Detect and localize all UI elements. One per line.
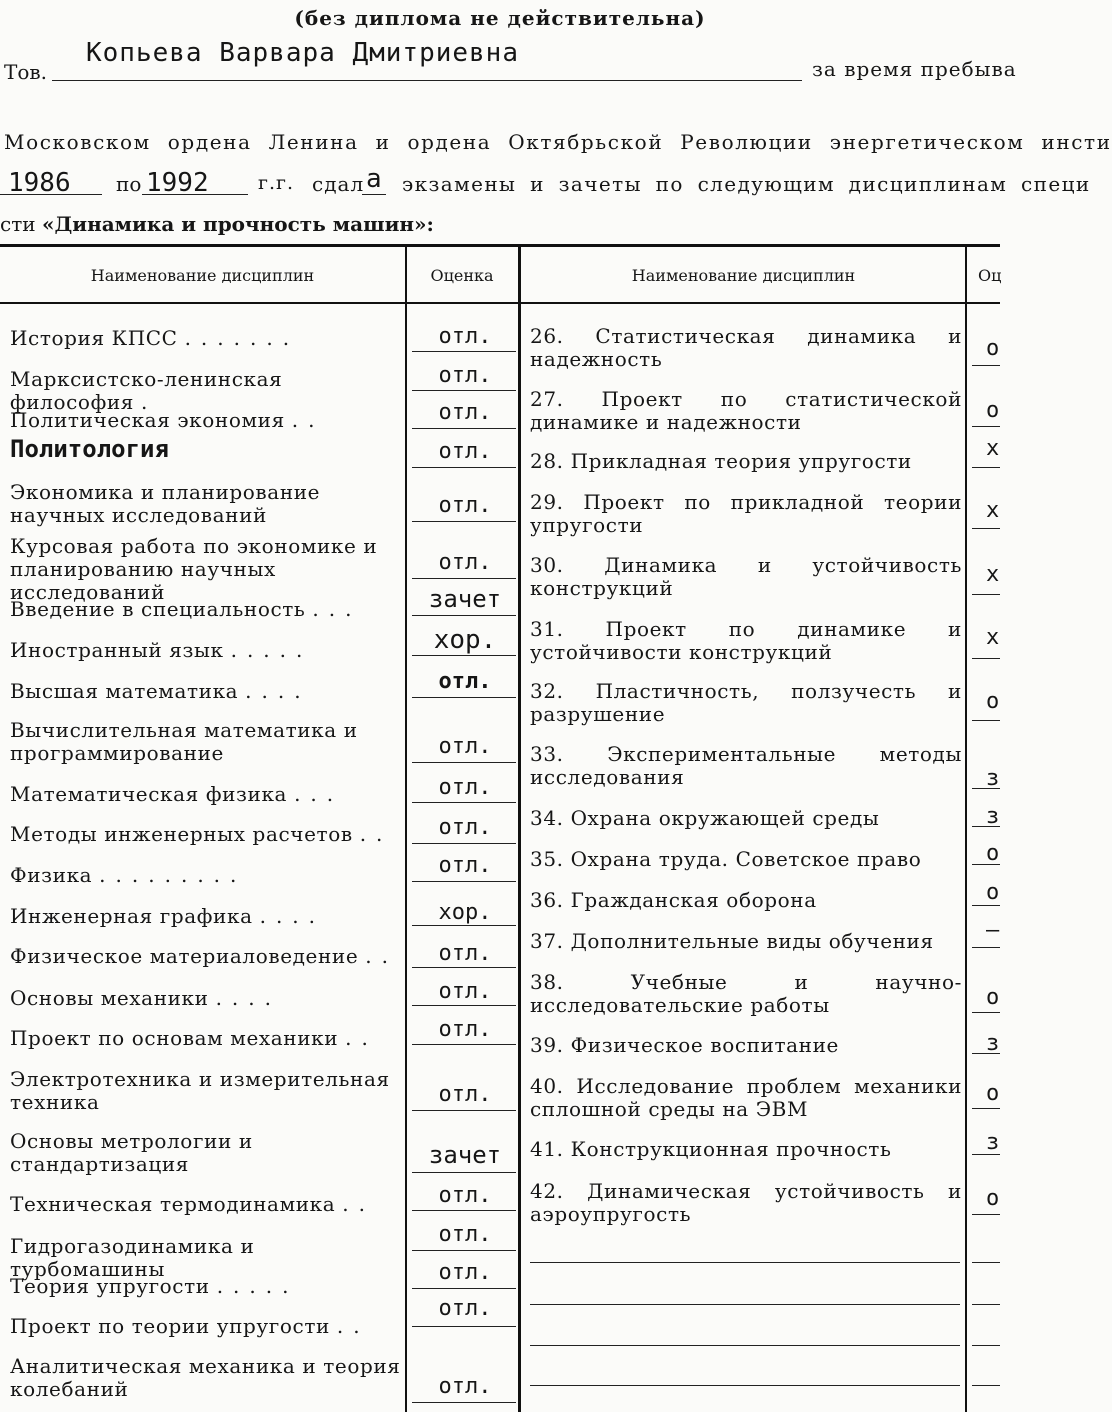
discipline-row: 41. Конструкционная прочность bbox=[530, 1137, 892, 1161]
exams-text: экзамены и зачеты по следующим дисциплинам специ bbox=[402, 172, 1091, 196]
grade-cell: х bbox=[986, 562, 1000, 587]
sdal-handwritten: а bbox=[366, 164, 382, 194]
grade-underline bbox=[412, 762, 516, 763]
grade-underline bbox=[972, 720, 1000, 721]
discipline-row: История КПСС ....... bbox=[10, 326, 300, 350]
grade-cell: отл. bbox=[438, 1222, 492, 1247]
grade-cell: — bbox=[986, 918, 1000, 943]
grade-cell: отл. bbox=[438, 1374, 492, 1399]
grade-cell: отл. bbox=[438, 363, 492, 388]
blank-row-line bbox=[530, 1262, 960, 1263]
po-label: по bbox=[116, 172, 142, 196]
discipline-row: 37. Дополнительные виды обучения bbox=[530, 929, 934, 953]
discipline-row: 42. Динамическая устойчивость и аэроупругость bbox=[530, 1179, 962, 1226]
discipline-row: Экономика и планирование научных исследований bbox=[10, 480, 321, 527]
grade-cell: отл. bbox=[438, 669, 492, 694]
discipline-row: Вычислительная математика и программирование bbox=[10, 718, 358, 765]
grade-cell: отл. bbox=[438, 775, 492, 800]
grade-cell: х bbox=[986, 625, 1000, 650]
left-grade-divider bbox=[405, 246, 407, 1412]
grade-cell: о bbox=[986, 985, 1000, 1010]
grade-underline bbox=[412, 1110, 516, 1111]
discipline-row: Политическая экономия .. bbox=[10, 408, 325, 432]
right-grade-divider bbox=[965, 246, 967, 1412]
discipline-row: 31. Проект по динамике и устойчивости конструкций bbox=[530, 617, 962, 664]
grade-underline bbox=[412, 578, 516, 579]
grade-underline bbox=[972, 788, 1000, 789]
grade-underline bbox=[412, 351, 516, 352]
grade-cell: з bbox=[986, 766, 1000, 791]
grade-cell: х bbox=[986, 436, 1000, 461]
discipline-row: 26. Статистическая динамика и надежность bbox=[530, 324, 962, 371]
discipline-row: Проект по основам механики .. bbox=[10, 1026, 378, 1050]
grade-underline bbox=[972, 947, 1000, 948]
col-grade-header: Оценка bbox=[430, 266, 494, 285]
grade-cell: отл. bbox=[438, 1183, 492, 1208]
grade-underline bbox=[972, 1053, 1000, 1054]
grade-underline bbox=[972, 594, 1000, 595]
grade-cell: з bbox=[986, 804, 1000, 829]
discipline-row: 29. Проект по прикладной теории упругости bbox=[530, 490, 962, 537]
grade-underline bbox=[972, 467, 1000, 468]
discipline-row: Инженерная графика .... bbox=[10, 904, 326, 928]
discipline-row: Политология bbox=[10, 435, 169, 463]
discipline-row: Иностранный язык ..... bbox=[10, 638, 313, 662]
grade-underline bbox=[972, 1214, 1000, 1215]
grade-cell: о bbox=[986, 689, 1000, 714]
grade-underline bbox=[412, 967, 516, 968]
discipline-row: 33. Экспериментальные методы исследования bbox=[530, 742, 962, 789]
grade-underline bbox=[972, 528, 1000, 529]
grade-underline bbox=[972, 905, 1000, 906]
grade-cell: о bbox=[986, 1081, 1000, 1106]
grade-cell: отл. bbox=[438, 324, 492, 349]
discipline-row: Аналитическая механика и теория колебаний bbox=[10, 1354, 401, 1401]
discipline-row: Основы метрологии и стандартизация bbox=[10, 1129, 253, 1176]
discipline-row: Введение в специальность ... bbox=[10, 597, 362, 621]
year-from: 1986 bbox=[8, 168, 71, 198]
grade-cell: хор. bbox=[433, 625, 497, 655]
grade-cell: отл. bbox=[438, 734, 492, 759]
year-from-underline bbox=[0, 194, 102, 195]
grade-cell: отл. bbox=[438, 979, 492, 1004]
grade-cell: зачет bbox=[428, 585, 502, 613]
col-discipline-header-right: Наименование дисциплин bbox=[631, 266, 856, 285]
specialty-name: «Динамика и прочность машин»: bbox=[41, 212, 434, 236]
grade-underline bbox=[972, 365, 1000, 366]
discipline-row: 40. Исследование проблем механики сплошной среды на ЭВМ bbox=[530, 1074, 962, 1121]
sdal-label: сдал bbox=[312, 172, 365, 196]
grade-cell: з bbox=[986, 1130, 1000, 1155]
sdal-underline bbox=[362, 194, 386, 195]
grade-cell: зачет bbox=[428, 1141, 502, 1169]
grade-cell: отл. bbox=[438, 853, 492, 878]
grade-underline bbox=[412, 655, 516, 656]
discipline-row: 35. Охрана труда. Советское право bbox=[530, 847, 922, 871]
grade-cell: отл. bbox=[438, 400, 492, 425]
grade-underline bbox=[412, 1402, 516, 1403]
grade-underline bbox=[412, 615, 516, 616]
grade-underline bbox=[412, 1044, 516, 1045]
discipline-row: 39. Физическое воспитание bbox=[530, 1033, 839, 1057]
discipline-row: Физическое материаловедение .. bbox=[10, 944, 398, 968]
discipline-row: Марксистско-ленинская философия . bbox=[10, 367, 283, 414]
name-underline bbox=[52, 80, 802, 81]
grade-underline bbox=[972, 658, 1000, 659]
gg-label: г.г. bbox=[258, 172, 294, 194]
discipline-row: Основы механики .... bbox=[10, 986, 281, 1010]
col-grade-header-right: Оц bbox=[978, 266, 1002, 285]
grade-cell: хор. bbox=[438, 900, 492, 925]
year-to: 1992 bbox=[146, 168, 209, 198]
blank-row-line bbox=[530, 1385, 960, 1386]
grade-underline bbox=[412, 521, 516, 522]
tov-label: Тов. bbox=[4, 60, 47, 84]
blank-row-line bbox=[530, 1304, 960, 1305]
grade-underline bbox=[972, 426, 1000, 427]
blank-grade-line bbox=[972, 1385, 1000, 1386]
discipline-row: 32. Пластичность, ползучесть и разрушение bbox=[530, 679, 962, 726]
discipline-row: 36. Гражданская оборона bbox=[530, 888, 817, 912]
grade-underline bbox=[412, 1250, 516, 1251]
grade-cell: отл. bbox=[438, 941, 492, 966]
grade-underline bbox=[412, 697, 516, 698]
discipline-row: 28. Прикладная теория упругости bbox=[530, 449, 912, 473]
discipline-row: Электротехника и измерительная техника bbox=[10, 1067, 390, 1114]
discipline-row: Курсовая работа по экономике и планированию научных исследований bbox=[10, 534, 378, 604]
grade-underline bbox=[972, 1108, 1000, 1109]
grade-cell: х bbox=[986, 498, 1000, 523]
discipline-row: Математическая физика ... bbox=[10, 782, 344, 806]
discipline-row: 38. Учебные и научно-исследовательские работы bbox=[530, 970, 962, 1017]
specialty-prefix: сти bbox=[0, 212, 36, 236]
discipline-row: Гидрогазодинамика и турбомашины bbox=[10, 1234, 255, 1281]
grade-underline bbox=[412, 1172, 516, 1173]
grade-cell: з bbox=[986, 1031, 1000, 1056]
grade-cell: отл. bbox=[438, 439, 492, 464]
discipline-row: Проект по теории упругости .. bbox=[10, 1314, 370, 1338]
institute-text: Московском ордена Ленина и ордена Октябрьской Революции энергетическом инсти bbox=[4, 130, 1112, 154]
grade-cell: о bbox=[986, 880, 1000, 905]
grade-cell: о bbox=[986, 841, 1000, 866]
grade-cell: отл. bbox=[438, 1017, 492, 1042]
grade-underline bbox=[412, 1326, 516, 1327]
grade-underline bbox=[972, 864, 1000, 865]
discipline-row: Теория упругости ..... bbox=[10, 1274, 299, 1298]
specialty-line bbox=[0, 212, 434, 236]
stay-text: за время пребыва bbox=[812, 57, 1017, 81]
student-full-name: Копьева Варвара Дмитриевна bbox=[86, 38, 519, 68]
grade-cell: о bbox=[986, 398, 1000, 423]
grade-cell: о bbox=[986, 336, 1000, 361]
grade-underline bbox=[412, 843, 516, 844]
grade-underline bbox=[412, 467, 516, 468]
document-subtitle: (без диплома не действительна) bbox=[294, 6, 706, 30]
grade-underline bbox=[412, 925, 516, 926]
grade-underline bbox=[972, 1012, 1000, 1013]
col-discipline-header: Наименование дисциплин bbox=[90, 266, 315, 285]
discipline-row: Методы инженерных расчетов .. bbox=[10, 822, 393, 846]
table-top-rule bbox=[0, 244, 1000, 247]
grade-cell: о bbox=[986, 1186, 1000, 1211]
grade-underline bbox=[412, 390, 516, 391]
year-to-underline bbox=[142, 194, 248, 195]
grade-underline bbox=[412, 1288, 516, 1289]
blank-grade-line bbox=[972, 1345, 1000, 1346]
grade-underline bbox=[412, 1005, 516, 1006]
grade-cell: отл. bbox=[438, 1296, 492, 1321]
blank-grade-line bbox=[972, 1262, 1000, 1263]
grade-underline bbox=[972, 826, 1000, 827]
grade-underline bbox=[412, 881, 516, 882]
grade-cell: отл. bbox=[438, 493, 492, 518]
discipline-row: 30. Динамика и устойчивость конструкций bbox=[530, 553, 962, 600]
grade-underline bbox=[412, 802, 516, 803]
grade-cell: отл. bbox=[438, 1260, 492, 1285]
grade-underline bbox=[412, 1210, 516, 1211]
grade-cell: отл. bbox=[438, 1082, 492, 1107]
grade-underline bbox=[972, 1154, 1000, 1155]
grade-underline bbox=[412, 428, 516, 429]
table-header-rule bbox=[0, 302, 1000, 304]
discipline-row: Высшая математика .... bbox=[10, 679, 311, 703]
blank-grade-line bbox=[972, 1304, 1000, 1305]
discipline-row: 34. Охрана окружающей среды bbox=[530, 806, 880, 830]
discipline-row: Физика ......... bbox=[10, 863, 247, 887]
grade-cell: отл. bbox=[438, 550, 492, 575]
discipline-row: Техническая термодинамика .. bbox=[10, 1192, 375, 1216]
blank-row-line bbox=[530, 1345, 960, 1346]
discipline-row: 27. Проект по статистической динамике и надежности bbox=[530, 387, 962, 434]
grade-cell: отл. bbox=[438, 815, 492, 840]
